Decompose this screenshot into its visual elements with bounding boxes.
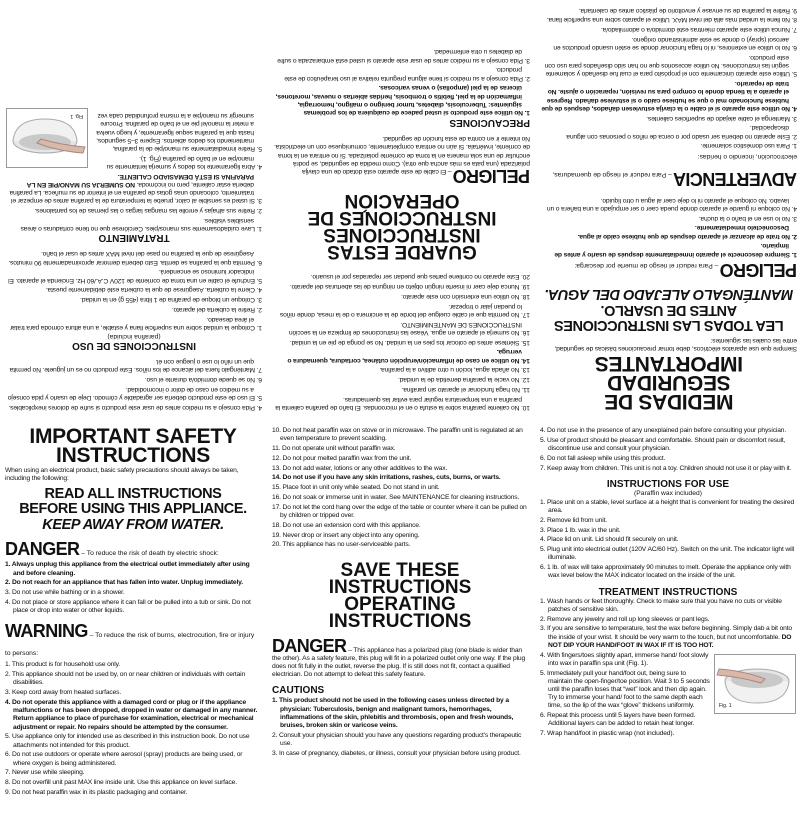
cautions-list bbox=[272, 697, 528, 758]
item-text: 3. Do not use while bathing or in a shower. bbox=[5, 589, 125, 597]
list-item bbox=[6, 305, 262, 313]
list-item bbox=[274, 337, 530, 345]
read-all-line-1: LEA TODAS LAS INSTRUCCIONES bbox=[554, 316, 784, 333]
list-item bbox=[272, 697, 528, 730]
item-text: 2. Do not reach for an appliance that has fallen into water. Unplug immediately. bbox=[5, 579, 243, 587]
item-text: 1. Coloque la unidad sobre una superficie llana y estable, a una altura cómoda para tratar el área deseado. bbox=[10, 315, 262, 331]
list-item bbox=[541, 35, 797, 51]
figure-1 bbox=[6, 108, 88, 168]
item-text: 1. No utilice este producto si usted padece de cualquiera de los problemas siguientes: Tuberculosis, diabetes, tumor benigno o maligno, hemorragia, inflamación de la piel, flebitis o trombosis, heridas abiertas o nuevas, moretones, úlceras de la piel (ampollas) o venas varicosas. bbox=[275, 84, 530, 116]
list-item bbox=[274, 282, 530, 290]
list-item bbox=[5, 599, 261, 615]
item-text: 13. Do not add water, lotions or any other additives to the wax. bbox=[272, 464, 448, 472]
figure-label: Fig. 1 bbox=[70, 113, 83, 119]
item-text: 6. Repeat this process until 5 layers have been formed. Additional layers can be added to retain heat longer. bbox=[540, 712, 696, 728]
item-text: 1. Para uso doméstico solamente. bbox=[700, 142, 797, 150]
list-item bbox=[540, 616, 796, 624]
item-text: 18. No utilice una extensión con este aparato. bbox=[401, 292, 530, 300]
item-text: 2. Consult your physician should you have any questions regarding product's therapeutic use. bbox=[272, 731, 522, 747]
item-text: 14. Do not use if you have any skin irritations, rashes, cuts, burns, or warts. bbox=[272, 474, 501, 482]
list-item bbox=[5, 561, 261, 577]
item-text: 9. Do not heat paraffin wax in its plastic packaging and container. bbox=[5, 789, 188, 796]
list-item bbox=[541, 195, 797, 211]
safety-title: IMPORTANT SAFETY INSTRUCTIONS bbox=[29, 425, 237, 467]
warning-text: – Para reducir el riesgo de quemaduras, electrocución, incendio o heridas: bbox=[552, 153, 797, 179]
item-text: 3. If you are sensitive to temperature, test the wax before beginning. Simply dab a bit onto the inside of your wrist. It should be very warm to the touch, but not uncomfortable. bbox=[540, 625, 792, 641]
list-item bbox=[540, 517, 796, 525]
list-item bbox=[272, 494, 528, 502]
warning-list bbox=[5, 661, 261, 797]
safety-intro: Siempre que use aparatos eléctricos, debe tomar precauciones básicas de seguridad, entre las cuales las siguientes: bbox=[554, 336, 797, 352]
read-all-notice bbox=[5, 487, 261, 517]
item-text: 6. Do not fall asleep while using this product. bbox=[540, 454, 666, 462]
list-item bbox=[540, 598, 796, 614]
column-safety bbox=[541, 4, 797, 411]
warning-list bbox=[541, 5, 797, 149]
item-text: 20. This appliance has no user-serviceable parts. bbox=[272, 541, 411, 549]
instructions-for-use-subtitle: (Paraffin wax included) bbox=[634, 489, 702, 497]
item-text: 7. Never use while sleeping. bbox=[5, 769, 85, 777]
warning-word: ADVERTENCIA bbox=[673, 169, 797, 190]
item-text: 3. In case of pregnancy, diabetes, or illness, consult your physician before using product. bbox=[272, 749, 521, 757]
list-item bbox=[541, 5, 797, 13]
item-text: 3. Mantenga el cable alejado de superficies calientes. bbox=[646, 114, 797, 122]
list-item bbox=[540, 527, 796, 535]
danger-text: – Para reducir el riesgo de muerte por descarga: bbox=[574, 261, 721, 269]
item-text: 7. Nunca utilice este aparato mientras esté dormido/a o adormilado/a. bbox=[601, 26, 797, 34]
list-item bbox=[541, 79, 797, 112]
instructions-for-use-title: INSTRUCTIONS FOR USE bbox=[606, 478, 730, 490]
item-text: 4. Do not use in the presence of any unexplained pain before consulting your physician. bbox=[540, 427, 787, 434]
item-text: 5. Enchufe el cable en una toma de corriente de 120V C.A./60 Hz. Encienda el aparato. El indicador luminoso se encenderá. bbox=[8, 268, 262, 284]
item-text: 5. El uso de este producto debería ser agradable y cómodo. Deje de usarlo y pida consejo a su médico en caso de dolor o incomodidad. bbox=[7, 386, 262, 402]
keep-away-notice: MANTÉNGALO ALEJADO DEL AGUA. bbox=[544, 285, 794, 302]
list-item bbox=[541, 223, 797, 239]
item-text: 19. Nunca deje caer ni inserte ningún objeto en ninguna de las aberturas del aparato. bbox=[289, 283, 530, 291]
item-text: 5. Use appliance only for intended use as described in this instruction book. Do not use attachments not intended for this product. bbox=[5, 733, 250, 749]
item-text: 8. No llene la unidad más allá del nivel MAX. Utilice el aparato sobre una superficie llana. bbox=[546, 16, 797, 24]
item-text: 11. No haga funcionar el aparato sin parafina. bbox=[401, 386, 530, 393]
item-text: 19. Never drop or insert any object into any opening. bbox=[272, 531, 420, 539]
item-text: 11. Do not operate unit without paraffin wax. bbox=[272, 445, 396, 452]
danger-word: DANGER bbox=[5, 539, 80, 560]
danger-heading bbox=[5, 541, 261, 560]
item-text: 3. Coloque un bloque de parafina de 1 libra (455 g) en la unidad. bbox=[80, 296, 262, 304]
item-text: 6. Permita que la parafina se derrita. Esto debería demorar aproximadamente 90 minutos. Asegúrese de que la parafina no pase del nivel MAX antes de usar el baño. bbox=[8, 250, 262, 266]
list-item bbox=[540, 455, 796, 463]
item-text: 5. Immediately pull your hand/foot out, being sure to maintain the open-finger/toe position. Wait 3 to 5 seconds until the paraffin loses that “wet” look and then dip again. Try to immerse your hand/ foot to the same depth each time, so the lip of the wax “glove” thickens uniformly. bbox=[540, 669, 710, 710]
list-item bbox=[272, 750, 528, 758]
list-item bbox=[5, 699, 261, 732]
list-item bbox=[274, 47, 530, 63]
list-item bbox=[541, 25, 797, 33]
keep-away-notice: KEEP AWAY FROM WATER. bbox=[42, 517, 224, 534]
list-item bbox=[272, 455, 528, 463]
list-item bbox=[274, 301, 530, 317]
item-text: 2. Remove lid from unit. bbox=[540, 516, 608, 524]
item-text: 3. Si usted es sensible al calor, pruebe la temperatura de la parafina antes de empezar el tratamiento, colocando unas gotas de parafina en el interior de su muñeca. La parafina debería estar caliente, pero no incómoda. bbox=[9, 181, 262, 205]
list-item bbox=[540, 437, 796, 453]
item-text: 5. Plug unit into electrical outlet (120V AC/60 Hz). Switch on the unit. The indicator light will illuminate. bbox=[540, 546, 795, 562]
list-item bbox=[272, 732, 528, 748]
treatment-list-1 bbox=[6, 172, 262, 233]
item-text: 16. No sumerja el aparato en agua. Véase las instrucciones de limpieza en la sección INSTRUCCIONES DE MANTENIMIENTO. bbox=[289, 320, 530, 336]
item-text: 3. No lo use en el baño o la ducha. bbox=[698, 214, 797, 222]
item-text: 15. Place foot in unit only while seated. Do not stand in unit. bbox=[272, 484, 440, 492]
list-item bbox=[272, 465, 528, 473]
item-text: 1. This product is for household use only. bbox=[5, 661, 121, 669]
item-text: 1. This product should not be used in the following cases unless directed by a physician: Tuberculosis, benign and malignant tumors, hemorrhages, inflammations of the skin, phlebitis and thrombosis, open and fresh wounds, bruises, broken skin or varicose veins. bbox=[272, 697, 514, 729]
item-text: 15. Siéntese antes de colocar los pies en la unidad. No se ponga de pie en la unidad. bbox=[289, 338, 530, 346]
item-text: 4. Do not place or store appliance where it can fall or be pulled into a tub or sink. Do not place or drop into water or other liquids. bbox=[5, 599, 251, 615]
list-item bbox=[6, 216, 262, 232]
list-item bbox=[541, 53, 797, 78]
list-item bbox=[274, 365, 530, 373]
list-item bbox=[540, 465, 796, 473]
warning-heading bbox=[5, 623, 261, 660]
list-item bbox=[5, 661, 261, 669]
item-text: 3. Pida consejo a su médico antes de usar este aparato si usted está embarazada o sufre de diabetes u otra enfermedad. bbox=[277, 48, 530, 64]
safety-title: MEDIDAS DE SEGURIDAD IMPORTANTES bbox=[595, 352, 743, 413]
danger-list bbox=[541, 195, 797, 257]
item-text: 2. Este aparato no debería ser usado por o cerca de niños o personas con alguna discapacidad. bbox=[566, 124, 797, 140]
item-text: 5. Retire inmediatamente su mano/pie de la parafina, manteniendo los dedos abiertos. Espere 3–5 segundos, hasta que la parafina seque ligeramente, y luego vuelva a meter la mano/el pie en el baño de parafina. Procure sumergir su mano/pie a la misma profundidad cada vez bbox=[96, 112, 262, 152]
item-text: 4. Do not operate this appliance with a damaged cord or plug or if the appliance malfunctions or has been dropped, dropped in water or damaged in any manner. Return appliance to place of purchase for examination, electrical or mechanical adjustment or repair. No repairs should be attempted by the consumer. bbox=[5, 699, 258, 731]
list-item bbox=[6, 375, 262, 383]
list-item bbox=[5, 579, 261, 587]
list-item bbox=[274, 83, 530, 116]
cautions-list bbox=[274, 47, 530, 116]
item-text: 17. Do not let the cord hang over the edge of the table or counter where it can be pulled on by children or tripped over. bbox=[272, 503, 527, 519]
danger-text: – To reduce the risk of death by electric shock: bbox=[79, 550, 219, 558]
item-text: 1. Wash hands or feet thoroughly. Check to make sure that you have no cuts or visible patches of sensitive skin. bbox=[540, 597, 782, 613]
item-text: 2. Retire la cubierta del aparato. bbox=[171, 306, 262, 313]
list-item bbox=[540, 730, 796, 738]
warning-list-continued bbox=[274, 272, 530, 411]
item-text: 6. Do not use outdoors or operate where aerosol (spray) products are being used, or where oxygen is being administered. bbox=[5, 751, 243, 767]
cautions-title: CAUTIONS bbox=[272, 685, 325, 697]
item-text: 4. Abra ligeramente los dedos y sumerja lentamente su mano/pie en el baño de parafina (Fig. 1). bbox=[106, 154, 262, 170]
list-item bbox=[6, 172, 262, 205]
instructions-for-use-subtitle: (parafina incluida) bbox=[107, 333, 161, 340]
list-item bbox=[6, 357, 262, 373]
item-text: 17. No permita que el cable cuelgue del borde de la encimera o de la mesa, donde niños lo puedan jalar o tropezar. bbox=[280, 302, 530, 318]
list-item bbox=[6, 267, 262, 283]
item-text: 2. This appliance should not be used by, on or near children or individuals with certain disabilities. bbox=[5, 671, 246, 687]
list-item bbox=[6, 403, 262, 411]
item-text: 2. Pida consejo a su médico si tiene alguna pregunta relativa al uso terapéutico de este producto. bbox=[284, 66, 530, 82]
list-item bbox=[274, 272, 530, 280]
item-text: 6. No lo utilice en exteriores, ni lo haga funcionar donde se estén usando productos en aerosol (spray) o donde se esté administrando oxígeno. bbox=[553, 35, 797, 52]
item-text: 1. Lave cuidadosamente sus manos/pies. Cerciórese que no tiene cortaduras o áreas sensibles visibles. bbox=[20, 217, 262, 233]
read-all-line-2: BEFORE USING THIS APPLIANCE. bbox=[19, 501, 247, 518]
list-item bbox=[5, 751, 261, 767]
treatment-title: TREATMENT INSTRUCTIONS bbox=[598, 586, 738, 598]
warning-list-continued bbox=[272, 427, 528, 550]
item-text: 9. Retire la parafina de su envase y envoltorio de plástico antes de calentarla. bbox=[578, 6, 797, 14]
danger-word: DANGER bbox=[272, 635, 347, 656]
list-item bbox=[272, 532, 528, 540]
read-all-line-1: READ ALL INSTRUCTIONS bbox=[44, 486, 222, 503]
save-instructions-title: SAVE THESE INSTRUCTIONS bbox=[328, 559, 472, 598]
list-item bbox=[272, 541, 528, 549]
list-item bbox=[6, 285, 262, 293]
item-text: 4. Place lid on unit. Lid should fit securely on unit. bbox=[540, 536, 679, 544]
list-item bbox=[272, 474, 528, 482]
cautions-list-continued bbox=[540, 427, 796, 473]
figure-label: Fig. 1 bbox=[719, 702, 732, 709]
list-item bbox=[274, 65, 530, 81]
list-item bbox=[272, 445, 528, 453]
item-text: 7. Keep away from children. This unit is not a toy. Children should not use it or play with it. bbox=[540, 464, 792, 472]
list-item bbox=[540, 536, 796, 544]
list-item bbox=[540, 499, 796, 515]
list-item bbox=[274, 319, 530, 335]
warning-word: WARNING bbox=[5, 621, 88, 642]
safety-intro: When using an electrical product, basic safety precautions should always be taken, including the following: bbox=[5, 467, 239, 483]
figure-1 bbox=[714, 654, 796, 714]
item-text: 1. Siempre desconecte el aparato inmediatamente después de usarlo y antes de limpiarlo. bbox=[554, 242, 797, 258]
treatment-list-1 bbox=[540, 598, 796, 650]
list-item bbox=[541, 213, 797, 221]
item-text: 2. Remove any jewelry and roll up long sleeves or pant legs. bbox=[540, 615, 710, 623]
danger-text: – El cable de este aparato está dotado de una clavija polarizada (una pata es más ancha que otra). Como medida de seguridad, se podrá enchufar de una sola manera en la toma de corriente polarizada. Si no entrara en la toma de corriente, inviértala. Si aún no entrara completamente, comuníquese con un electricista. No intente ir en contra de esta función de seguridad. bbox=[274, 135, 530, 176]
list-item bbox=[540, 625, 796, 650]
item-text: 4. Pida consejo a su médico antes de usar este producto si sufre de dolores inexplicables. bbox=[8, 404, 262, 411]
list-item bbox=[540, 427, 796, 435]
item-text: 4. Cierre la cubierta. Asegúrese de que la cubierta esté debidamente puesta. bbox=[45, 286, 262, 294]
item-warning-text: NO SUMERJA SU MANO/PIE EN LA PARAFINA SI ESTÁ DEMASIADO CALIENTE. bbox=[27, 172, 254, 188]
list-item bbox=[540, 712, 796, 728]
item-warning-text: DO NOT DIP YOUR HAND/FOOT IN WAX IF IT IS TOO HOT. bbox=[548, 633, 792, 649]
item-text: 1. Always unplug this appliance from the electrical outlet immediately after using and before cleaning. bbox=[5, 561, 250, 577]
read-all-line-2: ANTES DE USARLO. bbox=[600, 301, 738, 318]
list-item bbox=[272, 522, 528, 530]
list-item bbox=[274, 385, 530, 393]
use-list bbox=[6, 249, 262, 331]
operating-danger bbox=[272, 635, 528, 680]
item-text: 20. Este aparato no contiene partes que puedan ser reparadas por el usuario. bbox=[310, 273, 530, 281]
item-text: 7. Manténgalo fuera del alcance de los niños. Este producto no es un juguete. No permita que un niño lo use o juegue con él. bbox=[9, 358, 262, 374]
treatment-title: TRATAMIENTO bbox=[98, 232, 170, 244]
list-item bbox=[6, 249, 262, 265]
item-text: 18. Do not use an extension cord with this appliance. bbox=[272, 521, 421, 529]
list-item bbox=[5, 671, 261, 687]
list-item bbox=[5, 589, 261, 597]
item-text: 3. Keep cord away from heated surfaces. bbox=[5, 689, 122, 697]
list-item bbox=[274, 395, 530, 411]
column-operating bbox=[274, 46, 530, 411]
list-item bbox=[274, 375, 530, 383]
list-item bbox=[541, 15, 797, 23]
item-text: 14. No utilice en caso de inflamación/erupción cutánea, cortadura, quemadura o verruga. bbox=[287, 348, 530, 364]
list-item bbox=[541, 123, 797, 139]
list-item bbox=[5, 779, 261, 787]
list-item bbox=[274, 292, 530, 300]
item-text: 5. Utilice este aparato únicamente con el propósito para el cual fue diseñado y solamente según las instrucciones. No utilice accesorios que no han sido diseñados para uso con este producto. bbox=[544, 53, 797, 78]
item-text: 6. No se quede dormido/a durante el uso. bbox=[144, 376, 262, 384]
list-item bbox=[541, 141, 797, 149]
instructions-for-use-title: INSTRUCCIONES DE USO bbox=[72, 340, 196, 351]
list-item bbox=[272, 427, 528, 443]
danger-text: – This appliance has a polarized plug (one blade is wider than the other). As a safety feature, this plug will fit in a polarized outlet only one way. If the plug does not fit fully in the outlet, reverse the plug. If is still does not fit, contact a qualified electrician. Do not attempt to defeat this safety feature. bbox=[272, 646, 526, 679]
danger-word: PELIGRO bbox=[453, 166, 530, 187]
item-text: 16. Do not soak or immerse unit in water. See MAINTENANCE for cleaning instructions. bbox=[272, 493, 520, 501]
cautions-list-continued bbox=[6, 357, 262, 411]
list-item bbox=[6, 315, 262, 331]
column-operating bbox=[272, 427, 528, 760]
item-text: 12. Do not pour melted paraffin wax from the unit. bbox=[272, 454, 412, 462]
item-text: 7. Wrap hand/foot in plastic wrap (not included). bbox=[540, 730, 675, 738]
list-item bbox=[5, 769, 261, 777]
item-text: 8. Do not overfill unit past MAX line inside unit. Use this appliance on level surface. bbox=[5, 779, 237, 787]
list-item bbox=[541, 241, 797, 257]
read-all-notice bbox=[541, 302, 797, 332]
column-use bbox=[540, 427, 796, 740]
item-text: 4. With fingers/toes slightly apart, immerse hand/ foot slowly into wax in paraffin spa unit (Fig. 1). bbox=[540, 651, 709, 667]
item-text: 4. No utilice este aparato si el cable o la clavija estuviesen dañados, después de que hubiese funcionado mal o que se hubiese caído o si estuviese dañado. Regrese el aparato a la tienda donde lo compró para su revisión, reparación o ajuste. No trate de repararlo. bbox=[541, 80, 797, 112]
warning-text: – To reduce the risk of burns, electrocution, fire or injury to persons: bbox=[5, 632, 255, 658]
item-text: 12. No vacíe la parafina derretida de la unidad. bbox=[398, 376, 530, 384]
list-item bbox=[274, 347, 530, 363]
item-text: 4. No coloque ni guarde el aparato donde pueda caer o ser empujado a una bañera o un lavabo. No coloque el aparato ni lo deje caer al agua u otro líquido. bbox=[547, 196, 797, 212]
item-text: 6. 1 lb. of wax will take approximately 90 minutes to melt. Operate the appliance only with wax level below the MAX indicator located on the inside of the unit. bbox=[540, 564, 791, 580]
item-text: 2. No trate de alcanzar el aparato después de que hubiese caído al agua. Desconéctelo inmediatamente. bbox=[577, 224, 797, 240]
list-item bbox=[6, 206, 262, 214]
item-text: 5. Use of product should be pleasant and comfortable. Should pain or discomfort result, discontinue use and consult your physician. bbox=[540, 436, 786, 452]
column-safety bbox=[5, 427, 261, 799]
operating-instructions-title: INSTRUCCIONES DE OPERACIÓN bbox=[307, 190, 497, 229]
item-text: 10. Do not heat paraffin wax on stove or in microwave. The paraffin unit is regulated at an even temperature to prevent scalding. bbox=[272, 427, 523, 443]
item-text: 10. No caliente parafina sobre la estufa o en el microondas. El baño de parafina calienta la parafina a una temperatura regular para evitar las quemaduras. bbox=[275, 395, 530, 411]
operating-instructions-title: OPERATING INSTRUCTIONS bbox=[328, 593, 472, 632]
danger-heading bbox=[541, 259, 797, 278]
warning-heading bbox=[541, 150, 797, 190]
list-item bbox=[5, 789, 261, 797]
list-item bbox=[6, 295, 262, 303]
item-text: 13. No añada agua, loción u otro aditivo a la parafina. bbox=[379, 366, 530, 374]
use-list bbox=[540, 499, 796, 581]
list-item bbox=[272, 484, 528, 492]
list-item bbox=[272, 504, 528, 520]
list-item bbox=[540, 564, 796, 580]
danger-list bbox=[5, 561, 261, 615]
item-text: 3. Place 1 lb. wax in the unit. bbox=[540, 526, 621, 534]
list-item bbox=[5, 733, 261, 749]
list-item bbox=[6, 385, 262, 401]
list-item bbox=[541, 113, 797, 121]
item-text: 1. Place unit on a stable, level surface at a height that is convenient for treating the desired area. bbox=[540, 498, 795, 514]
list-item bbox=[540, 546, 796, 562]
english-section bbox=[0, 419, 802, 838]
danger-word: PELIGRO bbox=[720, 259, 797, 280]
column-use bbox=[6, 106, 262, 411]
list-item bbox=[5, 689, 261, 697]
item-text: 2. Retire sus alhajas y enrolle las mangas largas o las piernas de los pantalones. bbox=[34, 207, 262, 215]
save-instructions-title: GUARDE ESTAS INSTRUCCIONES bbox=[323, 224, 481, 263]
operating-danger bbox=[274, 134, 530, 187]
cautions-title: PRECAUCIONES bbox=[449, 117, 530, 128]
